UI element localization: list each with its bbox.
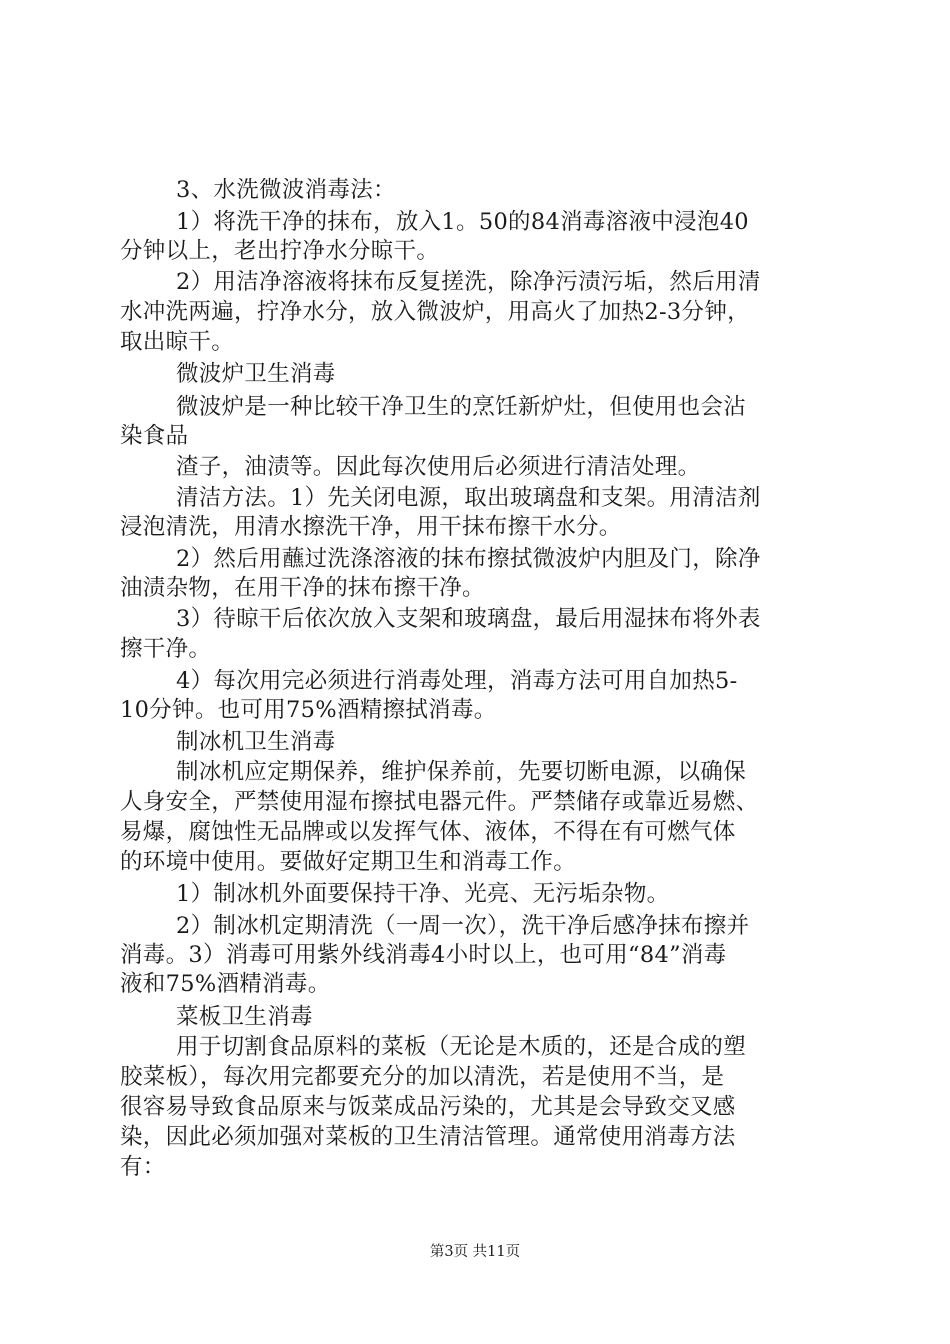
- paragraph-line: 3）待晾干后依次放入支架和玻璃盘，最后用湿抹布将外表: [176, 606, 761, 632]
- paragraph-line: 分钟以上，老出拧净水分晾干。: [120, 238, 440, 264]
- paragraph-line: 2）制冰机定期清洗（一周一次），洗干净后感净抹布擦并: [176, 913, 750, 939]
- section-heading: 3、水洗微波消毒法：: [176, 177, 396, 203]
- section-heading: 菜板卫生消毒: [176, 1004, 313, 1030]
- paragraph-line: 渣子，油渍等。因此每次使用后必须进行清洁处理。: [176, 454, 701, 480]
- paragraph-line: 2）然后用蘸过洗涤溶液的抹布擦拭微波炉内胆及门，除净: [176, 546, 761, 572]
- paragraph-line: 的环境中使用。要做好定期卫生和消毒工作。: [120, 849, 577, 875]
- paragraph-line: 水冲洗两遍，拧净水分，放入微波炉，用高火了加热2-3分钟，: [120, 299, 750, 325]
- paragraph-line: 4）每次用完必须进行消毒处理，消毒方法可用自加热5-: [176, 668, 738, 694]
- paragraph-line: 消毒。3）消毒可用紫外线消毒4小时以上，也可用“84”消毒: [120, 942, 727, 968]
- paragraph-line: 微波炉是一种比较干净卫生的烹饪新炉灶，但使用也会沾: [176, 394, 747, 420]
- paragraph-line: 液和75%酒精消毒。: [120, 971, 331, 997]
- paragraph-line: 取出晾干。: [120, 329, 235, 355]
- paragraph-line: 浸泡清洗，用清水擦洗干净，用干抹布擦干水分。: [120, 514, 622, 540]
- page-number-footer: 第3页 共11页: [429, 1244, 521, 1260]
- paragraph-line: 有：: [120, 1154, 166, 1180]
- paragraph-line: 10分钟。也可用75%酒精擦拭消毒。: [120, 697, 497, 723]
- paragraph-line: 1）制冰机外面要保持干净、光亮、无污垢杂物。: [176, 881, 670, 907]
- paragraph-line: 易爆，腐蚀性无品牌或以发挥气体、液体，不得在有可燃气体: [120, 819, 736, 845]
- section-heading: 微波炉卫生消毒: [176, 361, 336, 387]
- paragraph-line: 胶菜板），每次用完都要充分的加以清洗，若是使用不当，是: [120, 1064, 725, 1090]
- paragraph-line: 擦干净。: [120, 636, 212, 662]
- paragraph-line: 1）将洗干净的抹布，放入1。50的84消毒溶液中浸泡40: [176, 209, 749, 235]
- paragraph-line: 2）用洁净溶液将抹布反复搓洗，除净污渍污垢，然后用清: [176, 269, 761, 295]
- paragraph-line: 清洁方法。1）先关闭电源，取出玻璃盘和支架。用清洁剂: [176, 485, 761, 511]
- paragraph-line: 油渍杂物，在用干净的抹布擦干净。: [120, 575, 485, 601]
- paragraph-line: 染，因此必须加强对菜板的卫生清洁管理。通常使用消毒方法: [120, 1124, 736, 1150]
- paragraph-line: 很容易导致食品原来与饭菜成品污染的，尤其是会导致交叉感: [120, 1094, 736, 1120]
- paragraph-line: 制冰机应定期保养，维护保养前，先要切断电源，以确保: [176, 759, 747, 785]
- section-heading: 制冰机卫生消毒: [176, 729, 336, 755]
- paragraph-line: 染食品: [120, 423, 189, 449]
- paragraph-line: 用于切割食品原料的菜板（无论是木质的，还是合成的塑: [176, 1034, 747, 1060]
- paragraph-line: 人身安全，严禁使用湿布擦拭电器元件。严禁储存或靠近易燃、: [120, 789, 759, 815]
